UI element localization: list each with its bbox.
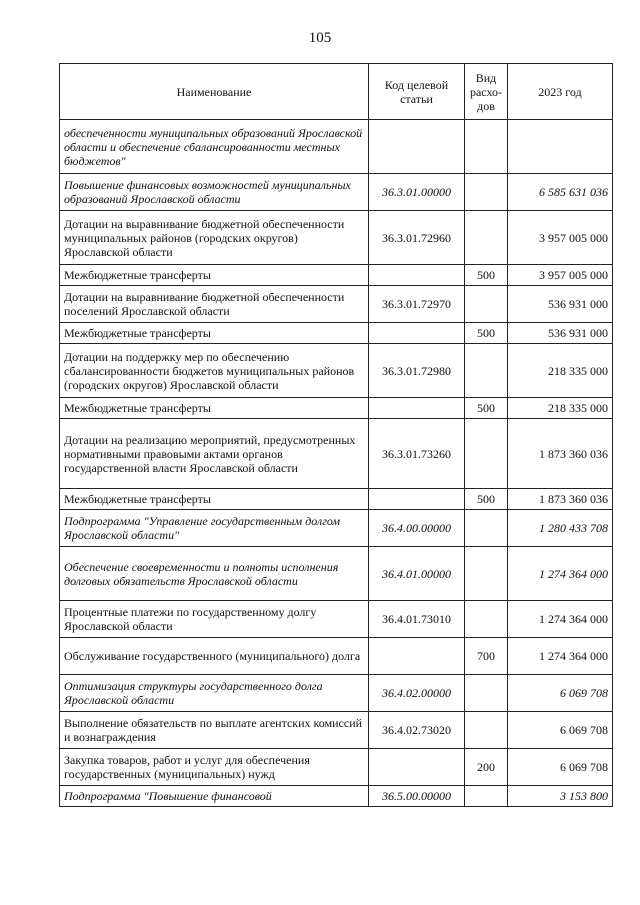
code-cell: 36.3.01.72980 bbox=[369, 344, 465, 398]
kind-cell bbox=[465, 786, 508, 807]
kind-cell bbox=[465, 211, 508, 265]
table-row bbox=[60, 675, 613, 712]
amount-cell: 6 069 708 bbox=[508, 712, 613, 749]
kind-cell bbox=[465, 419, 508, 489]
code-cell bbox=[369, 120, 465, 174]
table-row bbox=[60, 749, 613, 786]
code-cell: 36.3.01.00000 bbox=[369, 174, 465, 211]
amount-cell: 1 274 364 000 bbox=[508, 547, 613, 601]
kind-cell bbox=[465, 712, 508, 749]
header-kind: Вид расхо-дов bbox=[465, 64, 508, 120]
name-cell: Выполнение обязательств по выплате агентских комиссий и вознаграждения bbox=[60, 712, 369, 749]
kind-cell bbox=[465, 174, 508, 211]
kind-cell bbox=[465, 344, 508, 398]
code-cell bbox=[369, 749, 465, 786]
table-row bbox=[60, 174, 613, 211]
kind-cell: 200 bbox=[465, 749, 508, 786]
kind-cell: 500 bbox=[465, 398, 508, 419]
name-cell: Межбюджетные трансферты bbox=[60, 265, 369, 286]
code-cell: 36.4.01.73010 bbox=[369, 601, 465, 638]
amount-cell: 536 931 000 bbox=[508, 323, 613, 344]
amount-cell: 1 274 364 000 bbox=[508, 638, 613, 675]
name-cell: Межбюджетные трансферты bbox=[60, 398, 369, 419]
code-cell: 36.4.00.00000 bbox=[369, 510, 465, 547]
table-row bbox=[60, 786, 613, 807]
amount-cell: 6 585 631 036 bbox=[508, 174, 613, 211]
code-cell: 36.4.02.00000 bbox=[369, 675, 465, 712]
code-cell bbox=[369, 489, 465, 510]
table-row bbox=[60, 547, 613, 601]
kind-cell bbox=[465, 601, 508, 638]
table-row bbox=[60, 510, 613, 547]
table-row bbox=[60, 211, 613, 265]
table-row bbox=[60, 398, 613, 419]
amount-cell: 6 069 708 bbox=[508, 749, 613, 786]
table-row bbox=[60, 419, 613, 489]
name-cell: Дотации на выравнивание бюджетной обеспеченности поселений Ярославской области bbox=[60, 286, 369, 323]
code-cell bbox=[369, 638, 465, 675]
page-number: 105 bbox=[308, 30, 332, 46]
table-row bbox=[60, 489, 613, 510]
name-cell: Дотации на выравнивание бюджетной обеспеченности муниципальных районов (городских округов) Ярославской области bbox=[60, 211, 369, 265]
budget-table bbox=[59, 63, 613, 807]
kind-cell bbox=[465, 547, 508, 601]
code-cell: 36.5.00.00000 bbox=[369, 786, 465, 807]
code-cell bbox=[369, 398, 465, 419]
code-cell bbox=[369, 323, 465, 344]
kind-cell: 500 bbox=[465, 489, 508, 510]
kind-cell bbox=[465, 510, 508, 547]
table-row bbox=[60, 712, 613, 749]
kind-cell bbox=[465, 286, 508, 323]
table-row bbox=[60, 265, 613, 286]
table-row bbox=[60, 323, 613, 344]
name-cell: Подпрограмма "Повышение финансовой bbox=[60, 786, 369, 807]
amount-cell: 6 069 708 bbox=[508, 675, 613, 712]
table-row bbox=[60, 120, 613, 174]
code-cell: 36.3.01.72960 bbox=[369, 211, 465, 265]
amount-cell: 3 957 005 000 bbox=[508, 211, 613, 265]
amount-cell: 218 335 000 bbox=[508, 398, 613, 419]
table-row bbox=[60, 344, 613, 398]
amount-cell: 1 873 360 036 bbox=[508, 419, 613, 489]
amount-cell: 1 280 433 708 bbox=[508, 510, 613, 547]
name-cell: Обеспечение своевременности и полноты исполнения долговых обязательств Ярославской области bbox=[60, 547, 369, 601]
table-row bbox=[60, 286, 613, 323]
name-cell: обеспеченности муниципальных образований Ярославской области и обеспечение сбалансированности местных бюджетов" bbox=[60, 120, 369, 174]
name-cell: Подпрограмма "Управление государственным долгом Ярославской области" bbox=[60, 510, 369, 547]
name-cell: Процентные платежи по государственному долгу Ярославской области bbox=[60, 601, 369, 638]
table-row bbox=[60, 601, 613, 638]
amount-cell: 218 335 000 bbox=[508, 344, 613, 398]
code-cell: 36.4.01.00000 bbox=[369, 547, 465, 601]
amount-cell: 3 153 800 bbox=[508, 786, 613, 807]
name-cell: Оптимизация структуры государственного долга Ярославской области bbox=[60, 675, 369, 712]
code-cell bbox=[369, 265, 465, 286]
amount-cell: 1 873 360 036 bbox=[508, 489, 613, 510]
header-year: 2023 год bbox=[508, 64, 613, 120]
code-cell: 36.4.02.73020 bbox=[369, 712, 465, 749]
kind-cell bbox=[465, 675, 508, 712]
table-header-row bbox=[60, 64, 613, 120]
kind-cell: 500 bbox=[465, 323, 508, 344]
amount-cell: 3 957 005 000 bbox=[508, 265, 613, 286]
name-cell: Закупка товаров, работ и услуг для обеспечения государственных (муниципальных) нужд bbox=[60, 749, 369, 786]
code-cell: 36.3.01.72970 bbox=[369, 286, 465, 323]
amount-cell: 1 274 364 000 bbox=[508, 601, 613, 638]
name-cell: Повышение финансовых возможностей муниципальных образований Ярославской области bbox=[60, 174, 369, 211]
header-name: Наименование bbox=[60, 64, 369, 120]
table-row bbox=[60, 638, 613, 675]
kind-cell bbox=[465, 120, 508, 174]
name-cell: Межбюджетные трансферты bbox=[60, 489, 369, 510]
kind-cell: 700 bbox=[465, 638, 508, 675]
code-cell: 36.3.01.73260 bbox=[369, 419, 465, 489]
name-cell: Обслуживание государственного (муниципального) долга bbox=[60, 638, 369, 675]
amount-cell bbox=[508, 120, 613, 174]
name-cell: Дотации на поддержку мер по обеспечению сбалансированности бюджетов муниципальных районов (городских округов) Ярославской области bbox=[60, 344, 369, 398]
header-code: Код целевой статьи bbox=[369, 64, 465, 120]
name-cell: Дотации на реализацию мероприятий, предусмотренных нормативными правовыми актами органов государственной власти Ярославской области bbox=[60, 419, 369, 489]
kind-cell: 500 bbox=[465, 265, 508, 286]
amount-cell: 536 931 000 bbox=[508, 286, 613, 323]
name-cell: Межбюджетные трансферты bbox=[60, 323, 369, 344]
